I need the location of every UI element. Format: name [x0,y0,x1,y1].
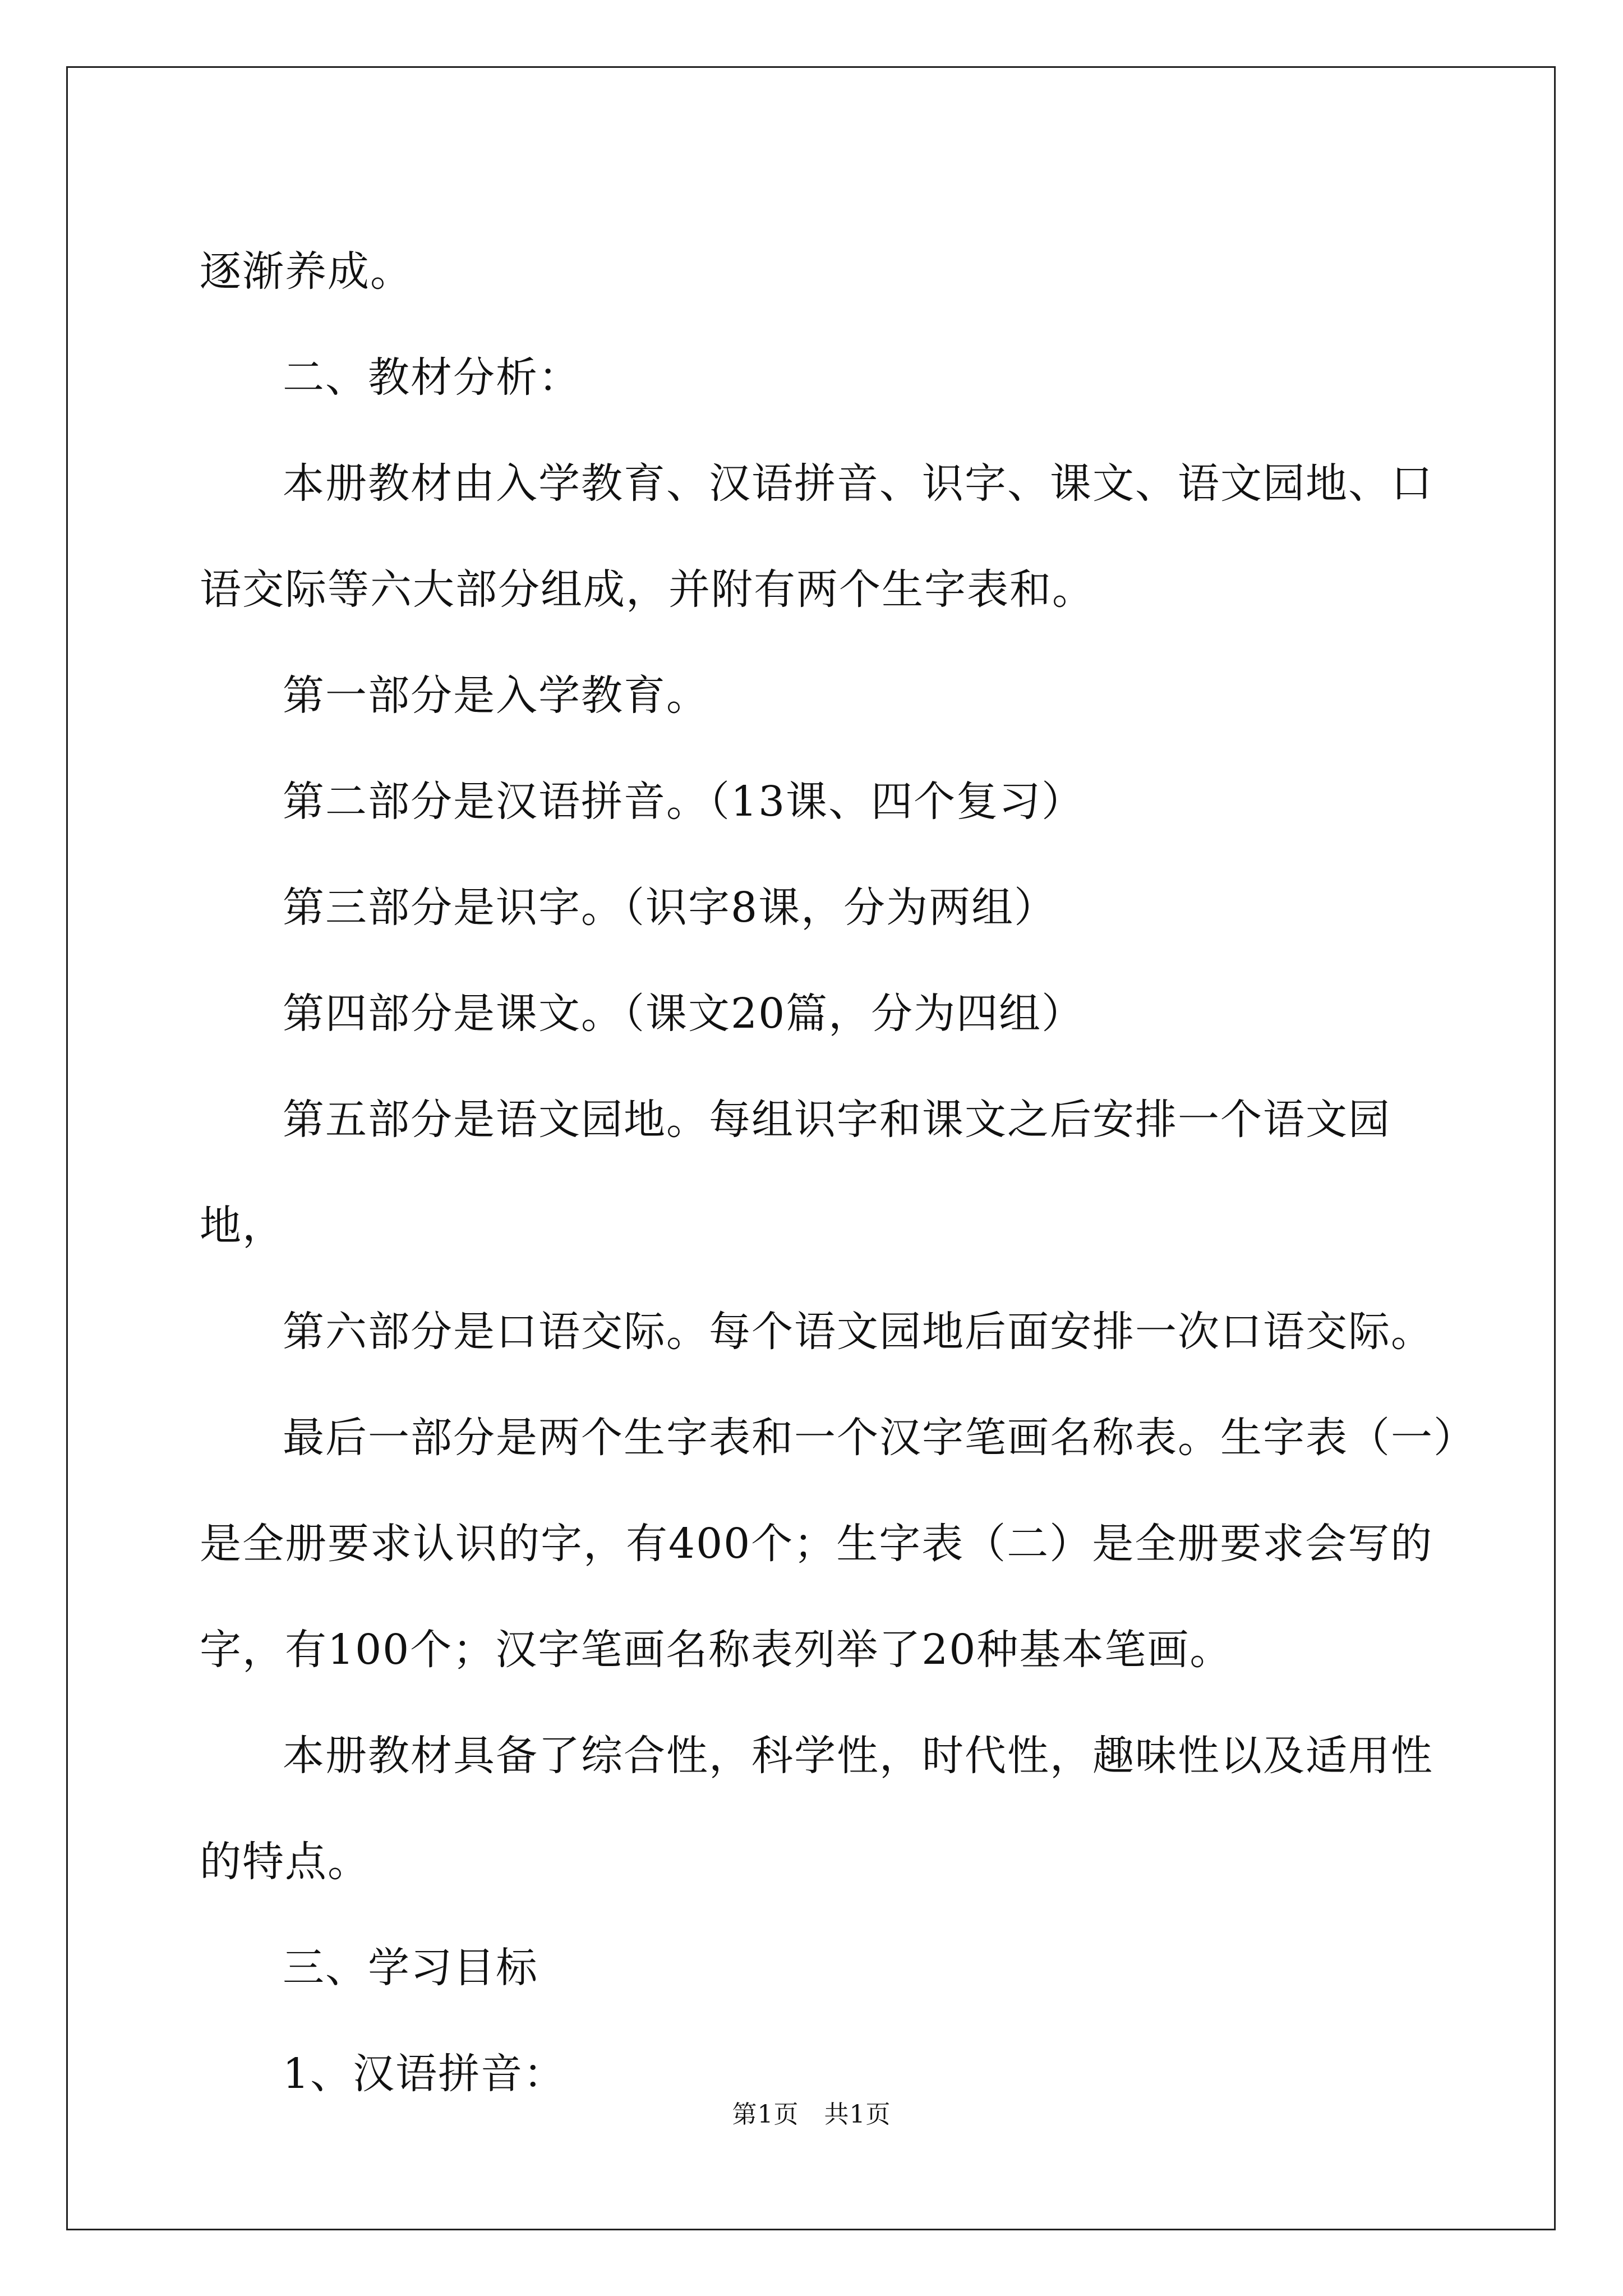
paragraph-part-1: 第一部分是入学教育。 [283,671,709,720]
paragraph-part-6: 第六部分是口语交际。每个语文园地后面安排一次口语交际。 [283,1308,1433,1356]
paragraph-part-2: 第二部分是汉语拼音。（13课、四个复习） [283,777,1085,826]
paragraph-textbook-overview: 本册教材由入学教育、汉语拼音、识字、课文、语文园地、口语交际等六大部分组成，并附有两个生字表和。 [200,459,1433,614]
subsection-heading-pinyin: 1、汉语拼音： [283,2050,566,2098]
section-heading-learning-goals: 三、学习目标 [283,1944,538,1992]
document-body [200,219,1461,2127]
paragraph-textbook-features: 本册教材具备了综合性，科学性，时代性，趣味性以及适用性的特点。 [200,1732,1433,1886]
paragraph-part-3: 第三部分是识字。（识字8课，分为两组） [283,884,1057,932]
paragraph-1: 逐渐养成。 [200,247,413,296]
paragraph-part-4: 第四部分是课文。（课文20篇，分为四组） [283,990,1085,1038]
paragraph-final-part: 最后一部分是两个生字表和一个汉字笔画名称表。生字表（一）是全册要求认识的字，有400个；生字表（二）是全册要求会写的字，有100个；汉字笔画名称表列举了20种基本笔画。 [200,1414,1455,1674]
paragraph-part-5: 第五部分是语文园地。每组识字和课文之后安排一个语文园地， [200,1096,1391,1250]
page-footer: 第1页 共1页 [732,2100,891,2129]
section-heading-textbook-analysis: 二、教材分析： [283,353,581,402]
